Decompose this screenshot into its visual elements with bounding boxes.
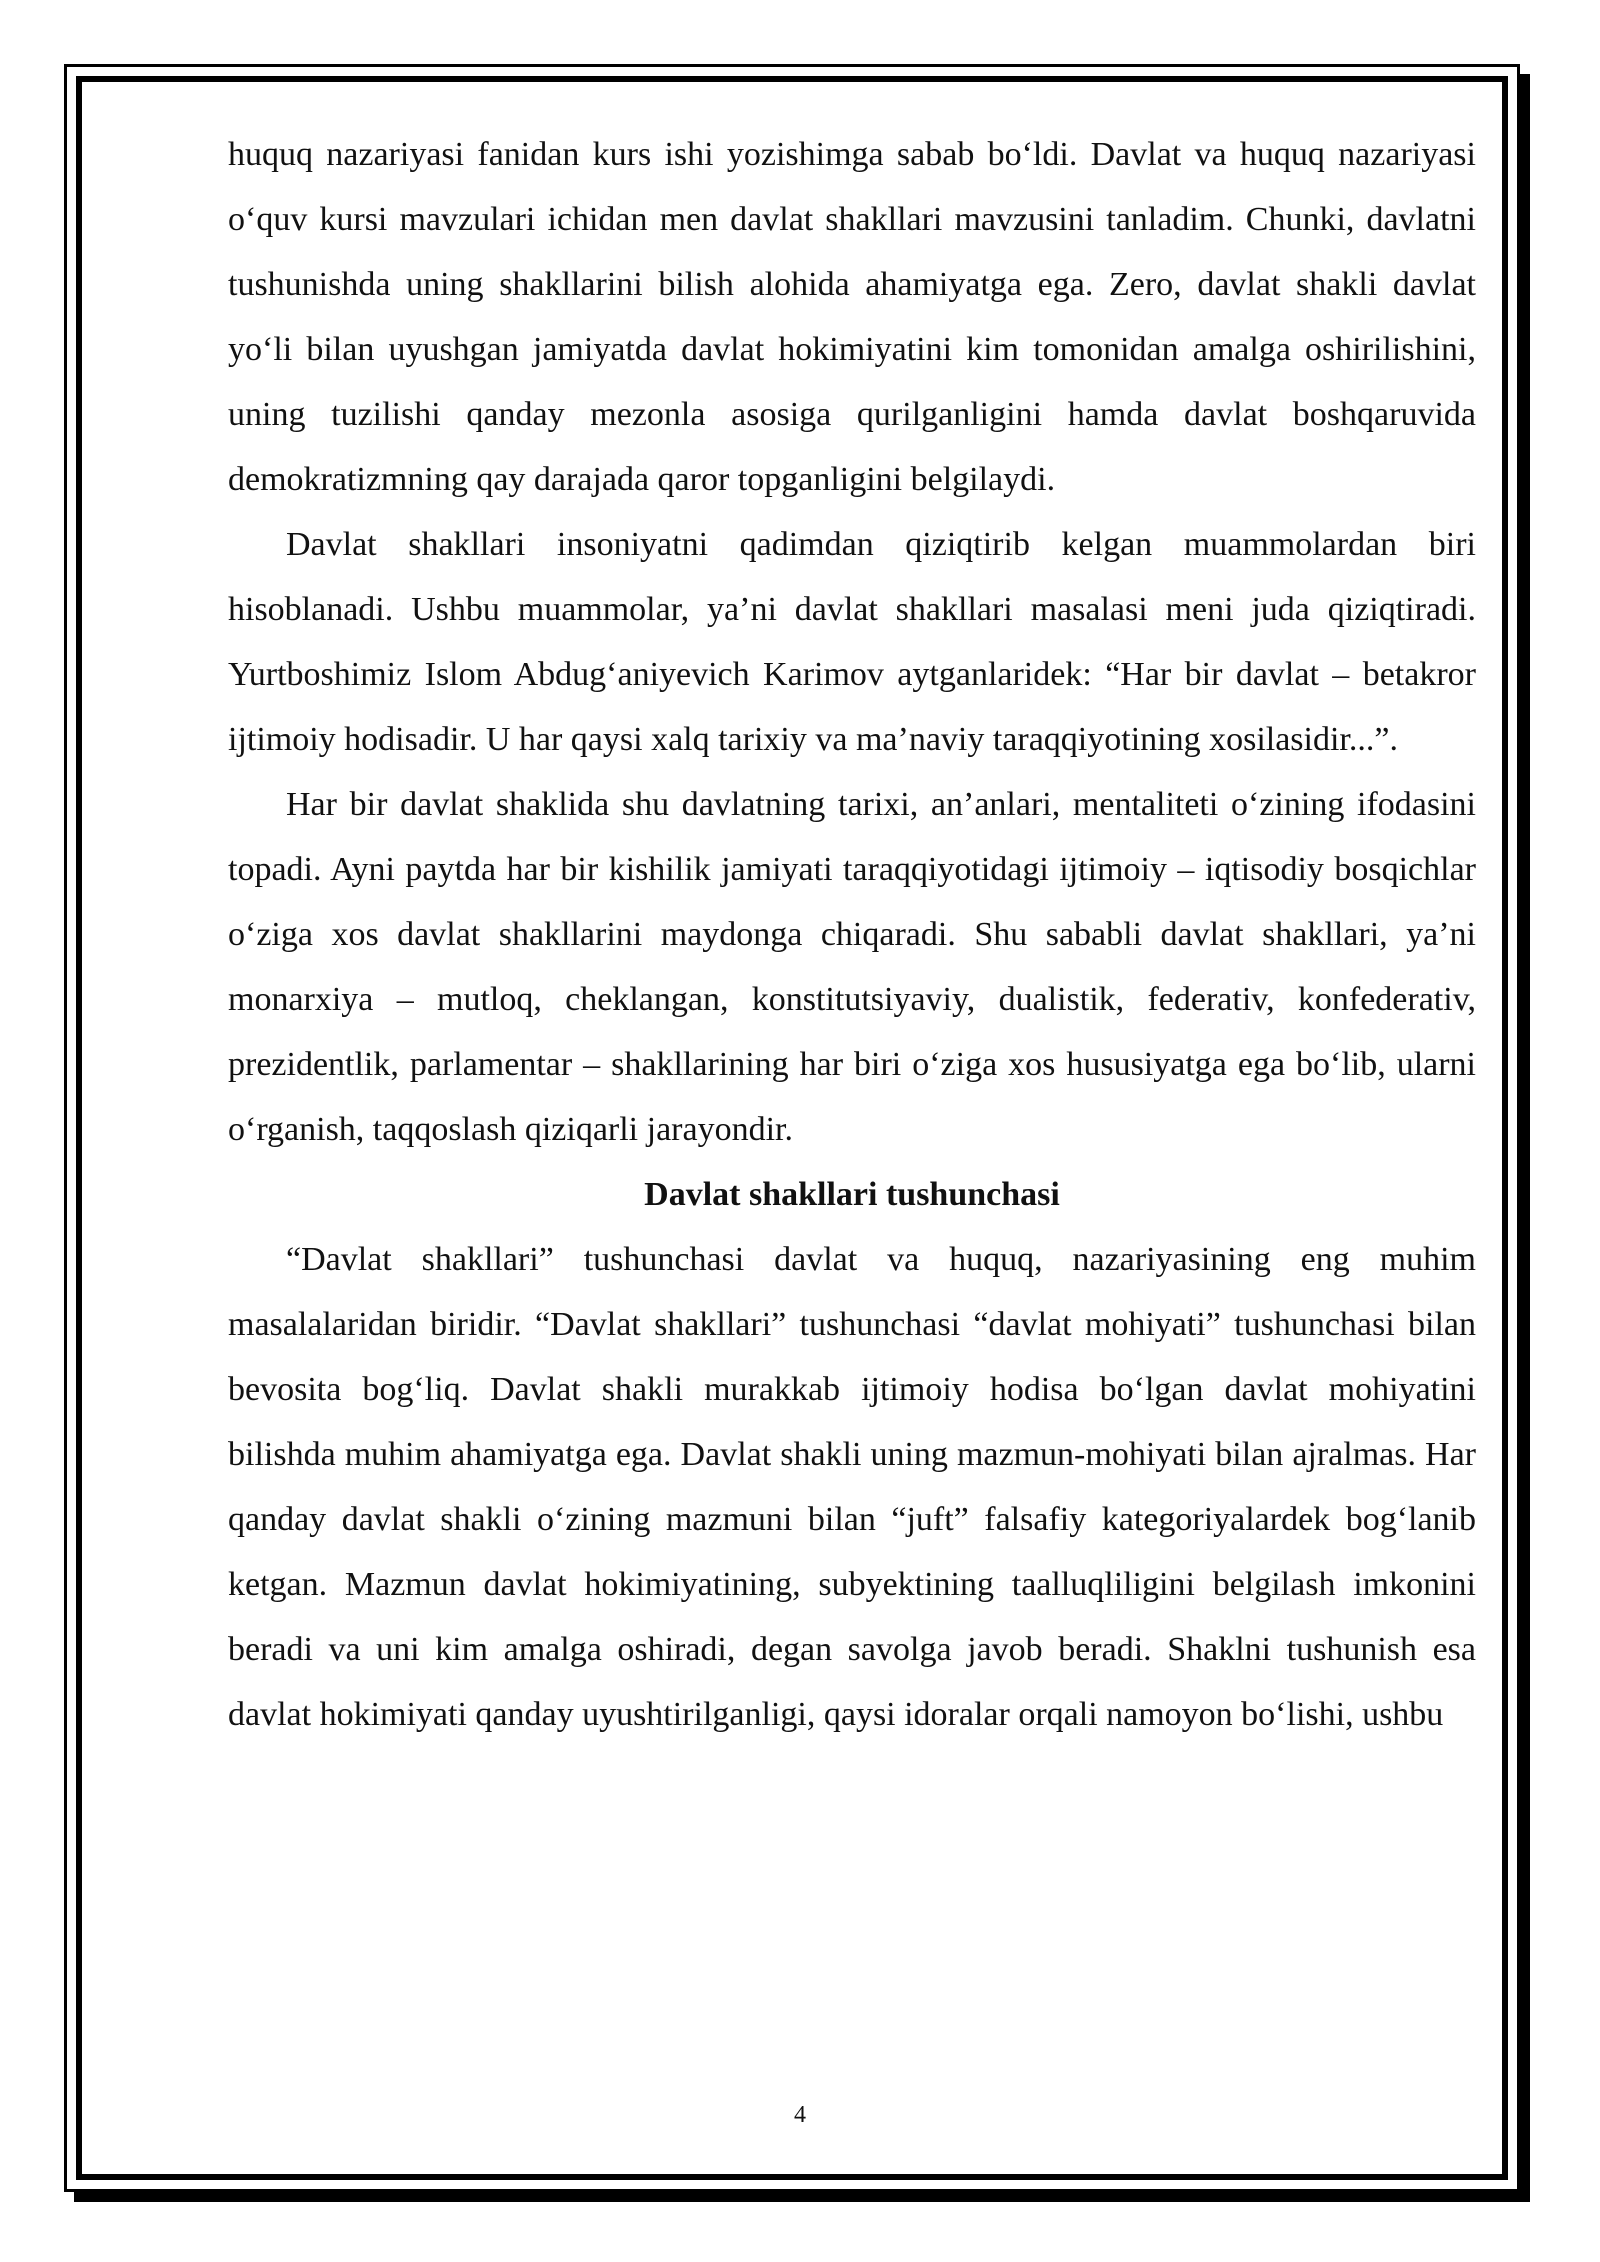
document-body <box>228 122 1476 1747</box>
paragraph-3: Har bir davlat shaklida shu davlatning tarixi, an’anlari, mentaliteti o‘zining ifodasini topadi. Ayni paytda har bir kishilik jamiyati taraqqiyotidagi ijtimoiy – iqtisodiy bosqichlar o‘ziga xos davlat shakllarini maydonga chiqaradi. Shu sababli davlat shakllari, ya’ni monarxiya – mutloq, cheklangan, konstitutsiyaviy, dualistik, federativ, konfederativ, prezidentlik, parlamentar – shakllarining har biri o‘ziga xos hususiyatga ega bo‘lib, ularni o‘rganish, taqqoslash qiziqarli jarayondir. <box>228 786 1476 1148</box>
page-number: 4 <box>794 2102 806 2128</box>
paragraph-1: huquq nazariyasi fanidan kurs ishi yozishimga sabab bo‘ldi. Davlat va huquq nazariyasi o‘quv kursi mavzulari ichidan men davlat shakllari mavzusini tanladim. Chunki, davlatni tushunishda uning shakllarini bilish alohida ahamiyatga ega. Zero, davlat shakli davlat yo‘li bilan uyushgan jamiyatda davlat hokimiyatini kim tomonidan amalga oshirilishini, uning tuzilishi qanday mezonla asosiga qurilganligini hamda davlat boshqaruvida demokratizmning qay darajada qaror topganligini belgilaydi. <box>228 136 1476 498</box>
paragraph-4: “Davlat shakllari” tushunchasi davlat va huquq, nazariyasining eng muhim masalalaridan biridir. “Davlat shakllari” tushunchasi “davlat mohiyati” tushunchasi bilan bevosita bog‘liq. Davlat shakli murakkab ijtimoiy hodisa bo‘lgan davlat mohiyatini bilishda muhim ahamiyatga ega. Davlat shakli uning mazmun-mohiyati bilan ajralmas. Har qanday davlat shakli o‘zining mazmuni bilan “juft” falsafiy kategoriyalardek bog‘lanib ketgan. Mazmun davlat hokimiyatining, subyektining taalluqliligini belgilash imkonini beradi va uni kim amalga oshiradi, degan savolga javob beradi. Shaklni tushunish esa davlat hokimiyati qanday uyushtirilganligi, qaysi idoralar orqali namoyon bo‘lishi, ushbu <box>228 1241 1476 1733</box>
paragraph-2: Davlat shakllari insoniyatni qadimdan qiziqtirib kelgan muammolardan biri hisoblanadi. Ushbu muammolar, ya’ni davlat shakllari masalasi meni juda qiziqtiradi. Yurtboshimiz Islom Abdug‘aniyevich Karimov aytganlaridek: “Har bir davlat – betakror ijtimoiy hodisadir. U har qaysi xalq tarixiy va ma’naviy taraqqiyotining xosilasidir...”. <box>228 526 1476 758</box>
section-heading: Davlat shakllari tushunchasi <box>644 1176 1060 1213</box>
